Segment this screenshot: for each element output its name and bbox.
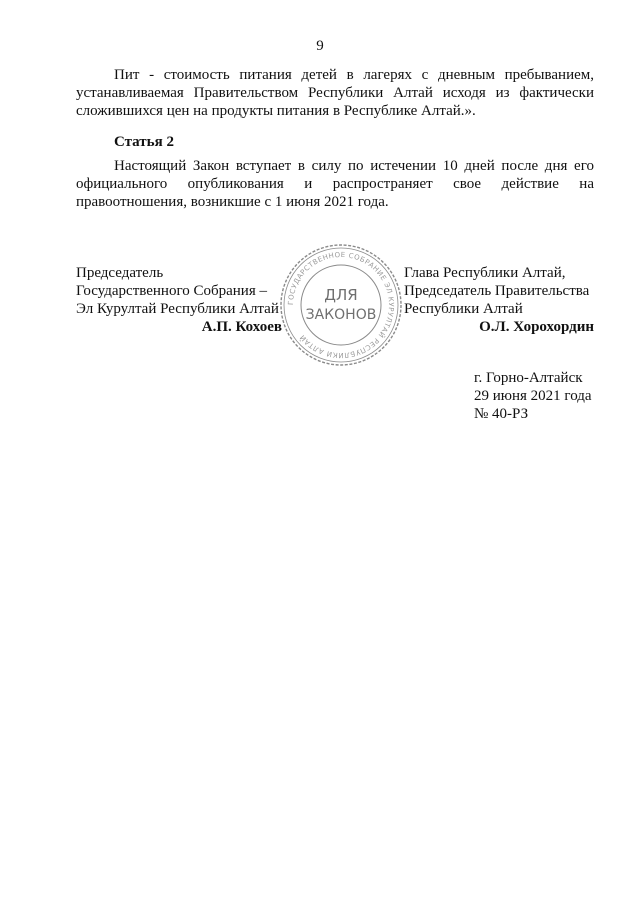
text-paragraph-2 — [76, 157, 594, 211]
signature-right-line-3: Республики Алтай — [404, 301, 523, 317]
signature-right-name: О.Л. Хорохордин — [479, 319, 594, 335]
paragraph-entry-into-force: Настоящий Закон вступает в силу по истечении 10 дней после дня его официального опубликования и распространяет свое действие на правоотношения, возникшие с 1 июня 2021 года. — [76, 158, 594, 210]
page-number: 9 — [316, 38, 324, 54]
date: 29 июня 2021 года — [474, 388, 592, 404]
article-heading: Статья 2 — [114, 134, 174, 150]
paragraph-pit-definition: Пит - стоимость питания детей в лагерях с дневным пребыванием, устанавливаемая Правительством Республики Алтай исходя из фактически сложившихся цен на продукты питания в Республике Алтай.». — [76, 67, 594, 119]
official-stamp — [279, 241, 403, 369]
signature-right-line-1: Глава Республики Алтай, — [404, 265, 566, 281]
stamp-text-line-2: ЗАКОНОВ — [305, 307, 377, 323]
stamp-text-line-1: ДЛЯ — [324, 286, 358, 304]
text-paragraph-1 — [76, 66, 594, 120]
city: г. Горно-Алтайск — [474, 370, 583, 386]
law-number: № 40-РЗ — [474, 406, 529, 422]
signature-left-line-3: Эл Курултай Республики Алтай — [76, 301, 279, 317]
place-date-number — [474, 369, 604, 423]
stamp-ring-text: ГОСУДАРСТВЕННОЕ СОБРАНИЕ ЭЛ КУРУЛТАЙ РЕСПУБЛИКИ АЛТАЙ — [286, 250, 396, 360]
signature-left-name: А.П. Кохоев — [201, 319, 282, 335]
signature-block-left — [76, 264, 282, 336]
signature-left-line-1: Председатель — [76, 265, 164, 281]
signature-right-line-2: Председатель Правительства — [404, 283, 590, 299]
signature-block-right — [404, 264, 594, 336]
signature-left-line-2: Государственного Собрания – — [76, 283, 267, 299]
